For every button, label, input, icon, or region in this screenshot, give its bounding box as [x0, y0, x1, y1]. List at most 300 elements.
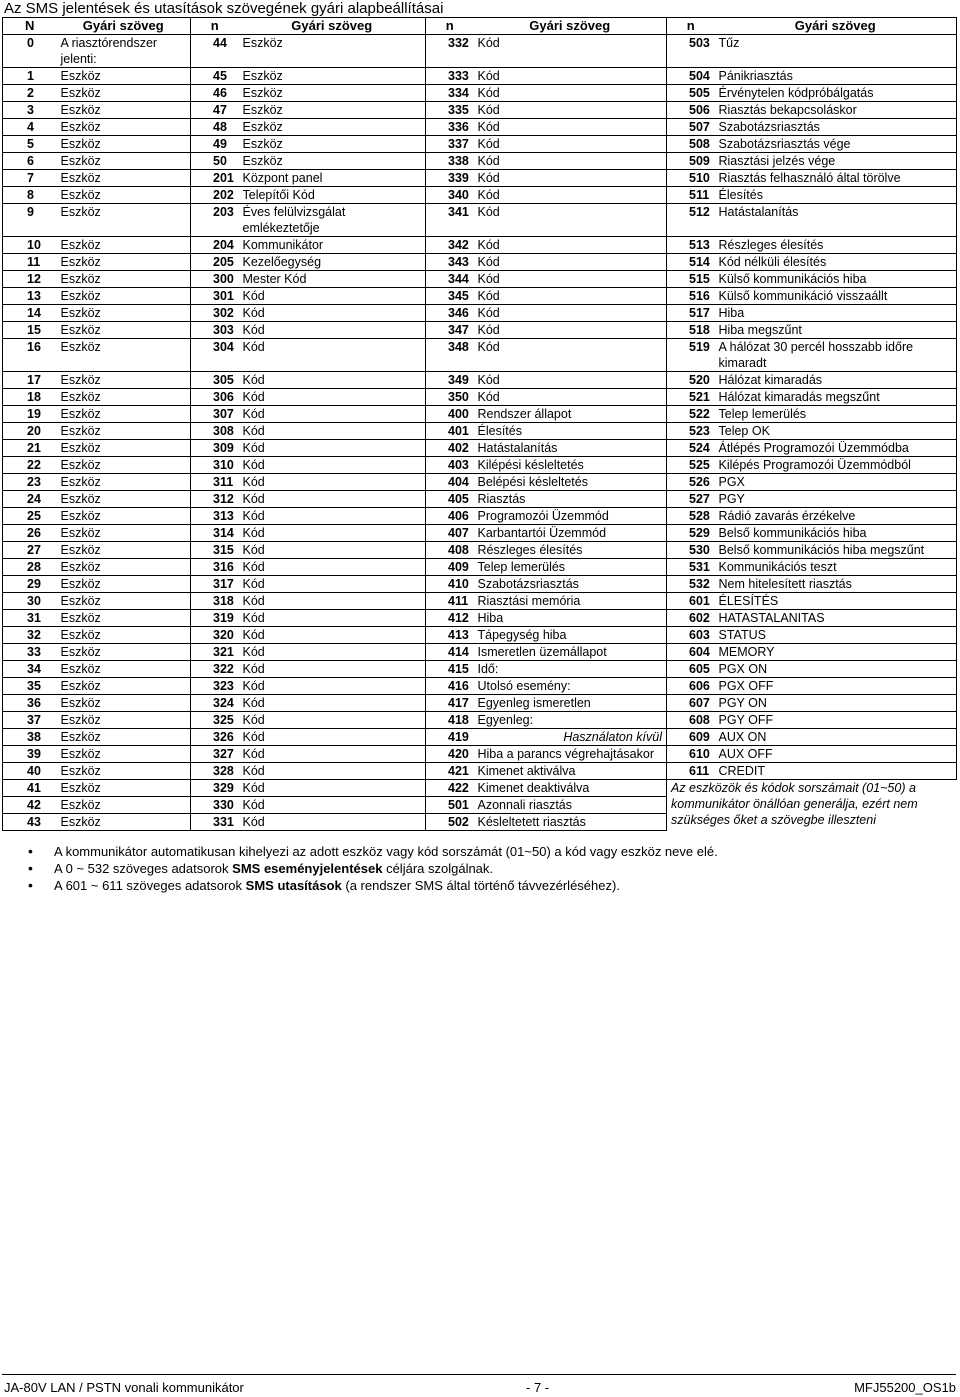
- table-header-row: [3, 18, 957, 35]
- table-row: [3, 474, 957, 491]
- row-number: 25: [3, 508, 57, 525]
- default-text: Kód: [239, 508, 426, 525]
- default-text: Eszköz: [57, 339, 191, 372]
- row-number: 11: [3, 254, 57, 271]
- row-number: 532: [667, 576, 715, 593]
- bullet-item: [28, 843, 718, 860]
- row-number: 530: [667, 542, 715, 559]
- default-text: Élesítés: [474, 423, 667, 440]
- row-number: 521: [667, 389, 715, 406]
- row-number: 23: [3, 474, 57, 491]
- footer-left: JA-80V LAN / PSTN vonali kommunikátor: [4, 1380, 244, 1395]
- sms-text-table: [2, 17, 957, 831]
- text: A kommunikátor automatikusan kihelyezi az adott eszköz vagy kód sorszámát (01~50) a kód vagy eszköz neve elé.: [54, 844, 718, 859]
- default-text: Kód: [239, 559, 426, 576]
- row-number: 40: [3, 763, 57, 780]
- default-text: Eszköz: [57, 204, 191, 237]
- default-text: Eszköz: [57, 593, 191, 610]
- default-text: Hálózat kimaradás: [715, 372, 957, 389]
- default-text: Kód: [239, 322, 426, 339]
- default-text: Karbantartói Üzemmód: [474, 525, 667, 542]
- default-text: Eszköz: [57, 763, 191, 780]
- default-text: Kód: [239, 406, 426, 423]
- default-text: Eszköz: [239, 85, 426, 102]
- row-number: 38: [3, 729, 57, 746]
- default-text: Kód: [239, 440, 426, 457]
- row-number: 513: [667, 237, 715, 254]
- table-row: [3, 644, 957, 661]
- default-text: Eszköz: [57, 797, 191, 814]
- default-text: A riasztórendszer jelenti:: [57, 35, 191, 68]
- table-row: [3, 339, 957, 372]
- row-number: 202: [191, 187, 239, 204]
- default-text: Kód: [474, 254, 667, 271]
- default-text: Eszköz: [57, 559, 191, 576]
- default-text: Kód: [239, 576, 426, 593]
- row-number: 414: [426, 644, 474, 661]
- row-number: 419: [426, 729, 474, 746]
- default-text: Idő:: [474, 661, 667, 678]
- table-row: [3, 542, 957, 559]
- row-number: 46: [191, 85, 239, 102]
- default-text: Külső kommunikációs hiba: [715, 271, 957, 288]
- default-text: Eszköz: [57, 237, 191, 254]
- row-number: 3: [3, 102, 57, 119]
- default-text: Egyenleg:: [474, 712, 667, 729]
- default-text: Szabotázsriasztás: [474, 576, 667, 593]
- default-text: Érvénytelen kódpróbálgatás: [715, 85, 957, 102]
- row-number: 22: [3, 457, 57, 474]
- default-text: Kommunikátor: [239, 237, 426, 254]
- row-number: 48: [191, 119, 239, 136]
- row-number: 410: [426, 576, 474, 593]
- table-row: [3, 68, 957, 85]
- row-number: 315: [191, 542, 239, 559]
- default-text: Külső kommunikáció visszaállt: [715, 288, 957, 305]
- default-text: Tápegység hiba: [474, 627, 667, 644]
- row-number: 1: [3, 68, 57, 85]
- default-text: Kód: [239, 627, 426, 644]
- default-text: Kód: [474, 339, 667, 372]
- table-row: [3, 102, 957, 119]
- row-number: 519: [667, 339, 715, 372]
- table-row: [3, 406, 957, 423]
- default-text: Ismeretlen üzemállapot: [474, 644, 667, 661]
- row-number: 404: [426, 474, 474, 491]
- row-number: 321: [191, 644, 239, 661]
- row-number: 508: [667, 136, 715, 153]
- row-number: 312: [191, 491, 239, 508]
- text: (a rendszer SMS által történő távvezérléséhez).: [341, 878, 620, 893]
- default-text: Eszköz: [57, 746, 191, 763]
- row-number: 525: [667, 457, 715, 474]
- footer-right: MFJ55200_OS1b: [854, 1380, 956, 1395]
- default-text: Eszköz: [57, 170, 191, 187]
- default-text: Kód: [474, 35, 667, 68]
- row-number: 326: [191, 729, 239, 746]
- default-text: Eszköz: [57, 814, 191, 831]
- row-number: 338: [426, 153, 474, 170]
- default-text: Eszköz: [57, 712, 191, 729]
- row-number: 416: [426, 678, 474, 695]
- row-number: 606: [667, 678, 715, 695]
- row-number: 344: [426, 271, 474, 288]
- default-text: Nem hitelesített riasztás: [715, 576, 957, 593]
- default-text: Eszköz: [57, 406, 191, 423]
- table-row: [3, 780, 957, 797]
- default-text: Szabotázsriasztás vége: [715, 136, 957, 153]
- default-text: Kód: [474, 85, 667, 102]
- default-text: Használaton kívül: [474, 729, 667, 746]
- row-number: 12: [3, 271, 57, 288]
- row-number: 608: [667, 712, 715, 729]
- row-number: 35: [3, 678, 57, 695]
- row-number: 44: [191, 35, 239, 68]
- default-text: Kód: [239, 729, 426, 746]
- row-number: 323: [191, 678, 239, 695]
- default-text: Eszköz: [57, 644, 191, 661]
- default-text: Eszköz: [57, 457, 191, 474]
- default-text: Eszköz: [57, 440, 191, 457]
- row-number: 309: [191, 440, 239, 457]
- row-number: 32: [3, 627, 57, 644]
- table-row: [3, 85, 957, 102]
- row-number: 611: [667, 763, 715, 780]
- default-text: Eszköz: [239, 136, 426, 153]
- default-text: Kód: [239, 746, 426, 763]
- default-text: Eszköz: [239, 119, 426, 136]
- default-text: PGY OFF: [715, 712, 957, 729]
- row-number: 14: [3, 305, 57, 322]
- default-text: Eszköz: [57, 542, 191, 559]
- row-number: 305: [191, 372, 239, 389]
- table-row: [3, 610, 957, 627]
- row-number: 512: [667, 204, 715, 237]
- row-number: 336: [426, 119, 474, 136]
- row-number: 24: [3, 491, 57, 508]
- row-number: 27: [3, 542, 57, 559]
- default-text: Kód: [474, 170, 667, 187]
- default-text: Élesítés: [715, 187, 957, 204]
- row-number: 42: [3, 797, 57, 814]
- row-number: 524: [667, 440, 715, 457]
- default-text: Részleges élesítés: [715, 237, 957, 254]
- default-text: Központ panel: [239, 170, 426, 187]
- default-text: Kód: [239, 491, 426, 508]
- default-text: AUX OFF: [715, 746, 957, 763]
- bullet-item: [28, 877, 718, 894]
- table-row: [3, 559, 957, 576]
- row-number: 420: [426, 746, 474, 763]
- column-header: n: [426, 18, 474, 35]
- row-number: 204: [191, 237, 239, 254]
- default-text: Eszköz: [57, 474, 191, 491]
- row-number: 515: [667, 271, 715, 288]
- row-number: 7: [3, 170, 57, 187]
- row-number: 518: [667, 322, 715, 339]
- default-text: Telep OK: [715, 423, 957, 440]
- row-number: 514: [667, 254, 715, 271]
- table-row: [3, 712, 957, 729]
- table-row: [3, 627, 957, 644]
- row-number: 602: [667, 610, 715, 627]
- default-text: Szabotázsriasztás: [715, 119, 957, 136]
- row-number: 317: [191, 576, 239, 593]
- default-text: HATASTALANITAS: [715, 610, 957, 627]
- row-number: 9: [3, 204, 57, 237]
- row-number: 603: [667, 627, 715, 644]
- default-text: PGY: [715, 491, 957, 508]
- row-number: 334: [426, 85, 474, 102]
- default-text: Kód: [474, 305, 667, 322]
- default-text: Telep lemerülés: [474, 559, 667, 576]
- row-number: 2: [3, 85, 57, 102]
- default-text: Kilépési késleltetés: [474, 457, 667, 474]
- row-number: 17: [3, 372, 57, 389]
- table-row: [3, 35, 957, 68]
- default-text: Kommunikációs teszt: [715, 559, 957, 576]
- default-text: Kód: [474, 372, 667, 389]
- row-number: 319: [191, 610, 239, 627]
- default-text: Rendszer állapot: [474, 406, 667, 423]
- default-text: Eszköz: [57, 525, 191, 542]
- row-number: 418: [426, 712, 474, 729]
- default-text: Kód: [239, 288, 426, 305]
- row-number: 324: [191, 695, 239, 712]
- default-text: Eszköz: [57, 305, 191, 322]
- default-text: Kód: [474, 153, 667, 170]
- page-number: - 7 -: [526, 1380, 550, 1395]
- row-number: 201: [191, 170, 239, 187]
- default-text: Eszköz: [57, 491, 191, 508]
- table-row: [3, 525, 957, 542]
- default-text: MEMORY: [715, 644, 957, 661]
- table-row: [3, 254, 957, 271]
- default-text: Riasztási jelzés vége: [715, 153, 957, 170]
- row-number: 501: [426, 797, 474, 814]
- default-text: Kód: [474, 136, 667, 153]
- row-number: 306: [191, 389, 239, 406]
- default-text: CREDIT: [715, 763, 957, 780]
- default-text: Eszköz: [57, 627, 191, 644]
- default-text: Kód: [239, 525, 426, 542]
- table-row: [3, 678, 957, 695]
- default-text: Eszköz: [57, 780, 191, 797]
- default-text: Eszköz: [57, 678, 191, 695]
- row-number: 5: [3, 136, 57, 153]
- default-text: Hiba a parancs végrehajtásakor: [474, 746, 667, 763]
- row-number: 43: [3, 814, 57, 831]
- row-number: 50: [191, 153, 239, 170]
- row-number: 348: [426, 339, 474, 372]
- default-text: Eszköz: [239, 68, 426, 85]
- default-text: Programozói Üzemmód: [474, 508, 667, 525]
- row-number: 203: [191, 204, 239, 237]
- table-row: [3, 170, 957, 187]
- row-number: 331: [191, 814, 239, 831]
- row-number: 33: [3, 644, 57, 661]
- default-text: Kód: [474, 271, 667, 288]
- row-number: 341: [426, 204, 474, 237]
- table-row: [3, 187, 957, 204]
- default-text: Telep lemerülés: [715, 406, 957, 423]
- row-number: 526: [667, 474, 715, 491]
- row-number: 507: [667, 119, 715, 136]
- default-text: Kód: [239, 542, 426, 559]
- default-text: Eszköz: [57, 85, 191, 102]
- row-number: 49: [191, 136, 239, 153]
- table-row: [3, 593, 957, 610]
- bold-text: SMS utasítások: [245, 878, 342, 893]
- table-row: [3, 322, 957, 339]
- row-number: 517: [667, 305, 715, 322]
- row-number: 604: [667, 644, 715, 661]
- table-row: [3, 440, 957, 457]
- row-number: 37: [3, 712, 57, 729]
- row-number: 339: [426, 170, 474, 187]
- default-text: Kód: [474, 288, 667, 305]
- table-row: [3, 305, 957, 322]
- default-text: Eszköz: [57, 136, 191, 153]
- default-text: Kód: [474, 322, 667, 339]
- row-number: 417: [426, 695, 474, 712]
- default-text: Telepítői Kód: [239, 187, 426, 204]
- default-text: Kód: [239, 372, 426, 389]
- default-text: Eszköz: [57, 271, 191, 288]
- row-number: 8: [3, 187, 57, 204]
- row-number: 36: [3, 695, 57, 712]
- row-number: 405: [426, 491, 474, 508]
- row-number: 328: [191, 763, 239, 780]
- table-row: [3, 763, 957, 780]
- default-text: Rádió zavarás érzékelve: [715, 508, 957, 525]
- row-number: 300: [191, 271, 239, 288]
- row-number: 30: [3, 593, 57, 610]
- row-number: 529: [667, 525, 715, 542]
- page-title: Az SMS jelentések és utasítások szövegének gyári alapbeállításai: [4, 0, 955, 19]
- column-header: Gyári szöveg: [474, 18, 667, 35]
- row-number: 308: [191, 423, 239, 440]
- row-number: 400: [426, 406, 474, 423]
- row-number: 511: [667, 187, 715, 204]
- row-number: 335: [426, 102, 474, 119]
- default-text: Riasztás bekapcsoláskor: [715, 102, 957, 119]
- row-number: 347: [426, 322, 474, 339]
- default-text: Eszköz: [57, 423, 191, 440]
- default-text: Eszköz: [57, 661, 191, 678]
- table-row: [3, 389, 957, 406]
- default-text: ÉLESÍTÉS: [715, 593, 957, 610]
- row-number: 313: [191, 508, 239, 525]
- row-number: 506: [667, 102, 715, 119]
- default-text: Kód: [239, 678, 426, 695]
- row-number: 411: [426, 593, 474, 610]
- row-number: 31: [3, 610, 57, 627]
- default-text: Eszköz: [57, 288, 191, 305]
- column-header: Gyári szöveg: [239, 18, 426, 35]
- bullet-item: [28, 860, 718, 877]
- table-row: [3, 729, 957, 746]
- row-number: 406: [426, 508, 474, 525]
- default-text: Riasztás felhasználó által törölve: [715, 170, 957, 187]
- row-number: 342: [426, 237, 474, 254]
- row-number: 327: [191, 746, 239, 763]
- table-row: [3, 153, 957, 170]
- default-text: Kód: [474, 68, 667, 85]
- table-row: [3, 661, 957, 678]
- row-number: 21: [3, 440, 57, 457]
- table-row: [3, 695, 957, 712]
- default-text: Hatástalanítás: [715, 204, 957, 237]
- row-number: 301: [191, 288, 239, 305]
- row-number: 304: [191, 339, 239, 372]
- default-text: Hatástalanítás: [474, 440, 667, 457]
- row-number: 523: [667, 423, 715, 440]
- default-text: Kód: [239, 339, 426, 372]
- row-number: 610: [667, 746, 715, 763]
- default-text: Kimenet aktiválva: [474, 763, 667, 780]
- row-number: 307: [191, 406, 239, 423]
- row-number: 401: [426, 423, 474, 440]
- default-text: PGX OFF: [715, 678, 957, 695]
- default-text: Kód: [239, 610, 426, 627]
- row-number: 505: [667, 85, 715, 102]
- row-number: 26: [3, 525, 57, 542]
- row-number: 409: [426, 559, 474, 576]
- row-number: 605: [667, 661, 715, 678]
- default-text: PGX ON: [715, 661, 957, 678]
- default-text: Eszköz: [57, 610, 191, 627]
- default-text: Eszköz: [57, 729, 191, 746]
- default-text: Kód: [239, 389, 426, 406]
- default-text: Eszköz: [57, 102, 191, 119]
- table-row: [3, 746, 957, 763]
- row-number: 504: [667, 68, 715, 85]
- bold-text: SMS eseményjelentések: [232, 861, 383, 876]
- default-text: Kód: [239, 712, 426, 729]
- default-text: Tűz: [715, 35, 957, 68]
- row-number: 34: [3, 661, 57, 678]
- table-row: [3, 237, 957, 254]
- default-text: Azonnali riasztás: [474, 797, 667, 814]
- row-number: 503: [667, 35, 715, 68]
- row-number: 205: [191, 254, 239, 271]
- table-row: [3, 288, 957, 305]
- default-text: A hálózat 30 percél hosszabb időre kimaradt: [715, 339, 957, 372]
- default-text: Éves felülvizsgálat emlékeztetője: [239, 204, 426, 237]
- default-text: Belső kommunikációs hiba megszűnt: [715, 542, 957, 559]
- row-number: 340: [426, 187, 474, 204]
- default-text: Eszköz: [57, 322, 191, 339]
- column-header: Gyári szöveg: [57, 18, 191, 35]
- row-number: 303: [191, 322, 239, 339]
- row-number: 6: [3, 153, 57, 170]
- footer-divider: [2, 1374, 956, 1375]
- table-row: [3, 271, 957, 288]
- default-text: Egyenleg ismeretlen: [474, 695, 667, 712]
- default-text: Eszköz: [239, 35, 426, 68]
- table-row: [3, 491, 957, 508]
- default-text: Hiba: [474, 610, 667, 627]
- default-text: Kód: [239, 593, 426, 610]
- default-text: Kód: [239, 763, 426, 780]
- default-text: Hálózat kimaradás megszűnt: [715, 389, 957, 406]
- default-text: Eszköz: [57, 187, 191, 204]
- default-text: Eszköz: [57, 119, 191, 136]
- note-text: Az eszközök és kódok sorszámait (01~50) a kommunikátor önállóan generálja, ezért nem szükséges őket a szövegbe illeszteni: [671, 781, 918, 827]
- table-row: [3, 508, 957, 525]
- row-number: 18: [3, 389, 57, 406]
